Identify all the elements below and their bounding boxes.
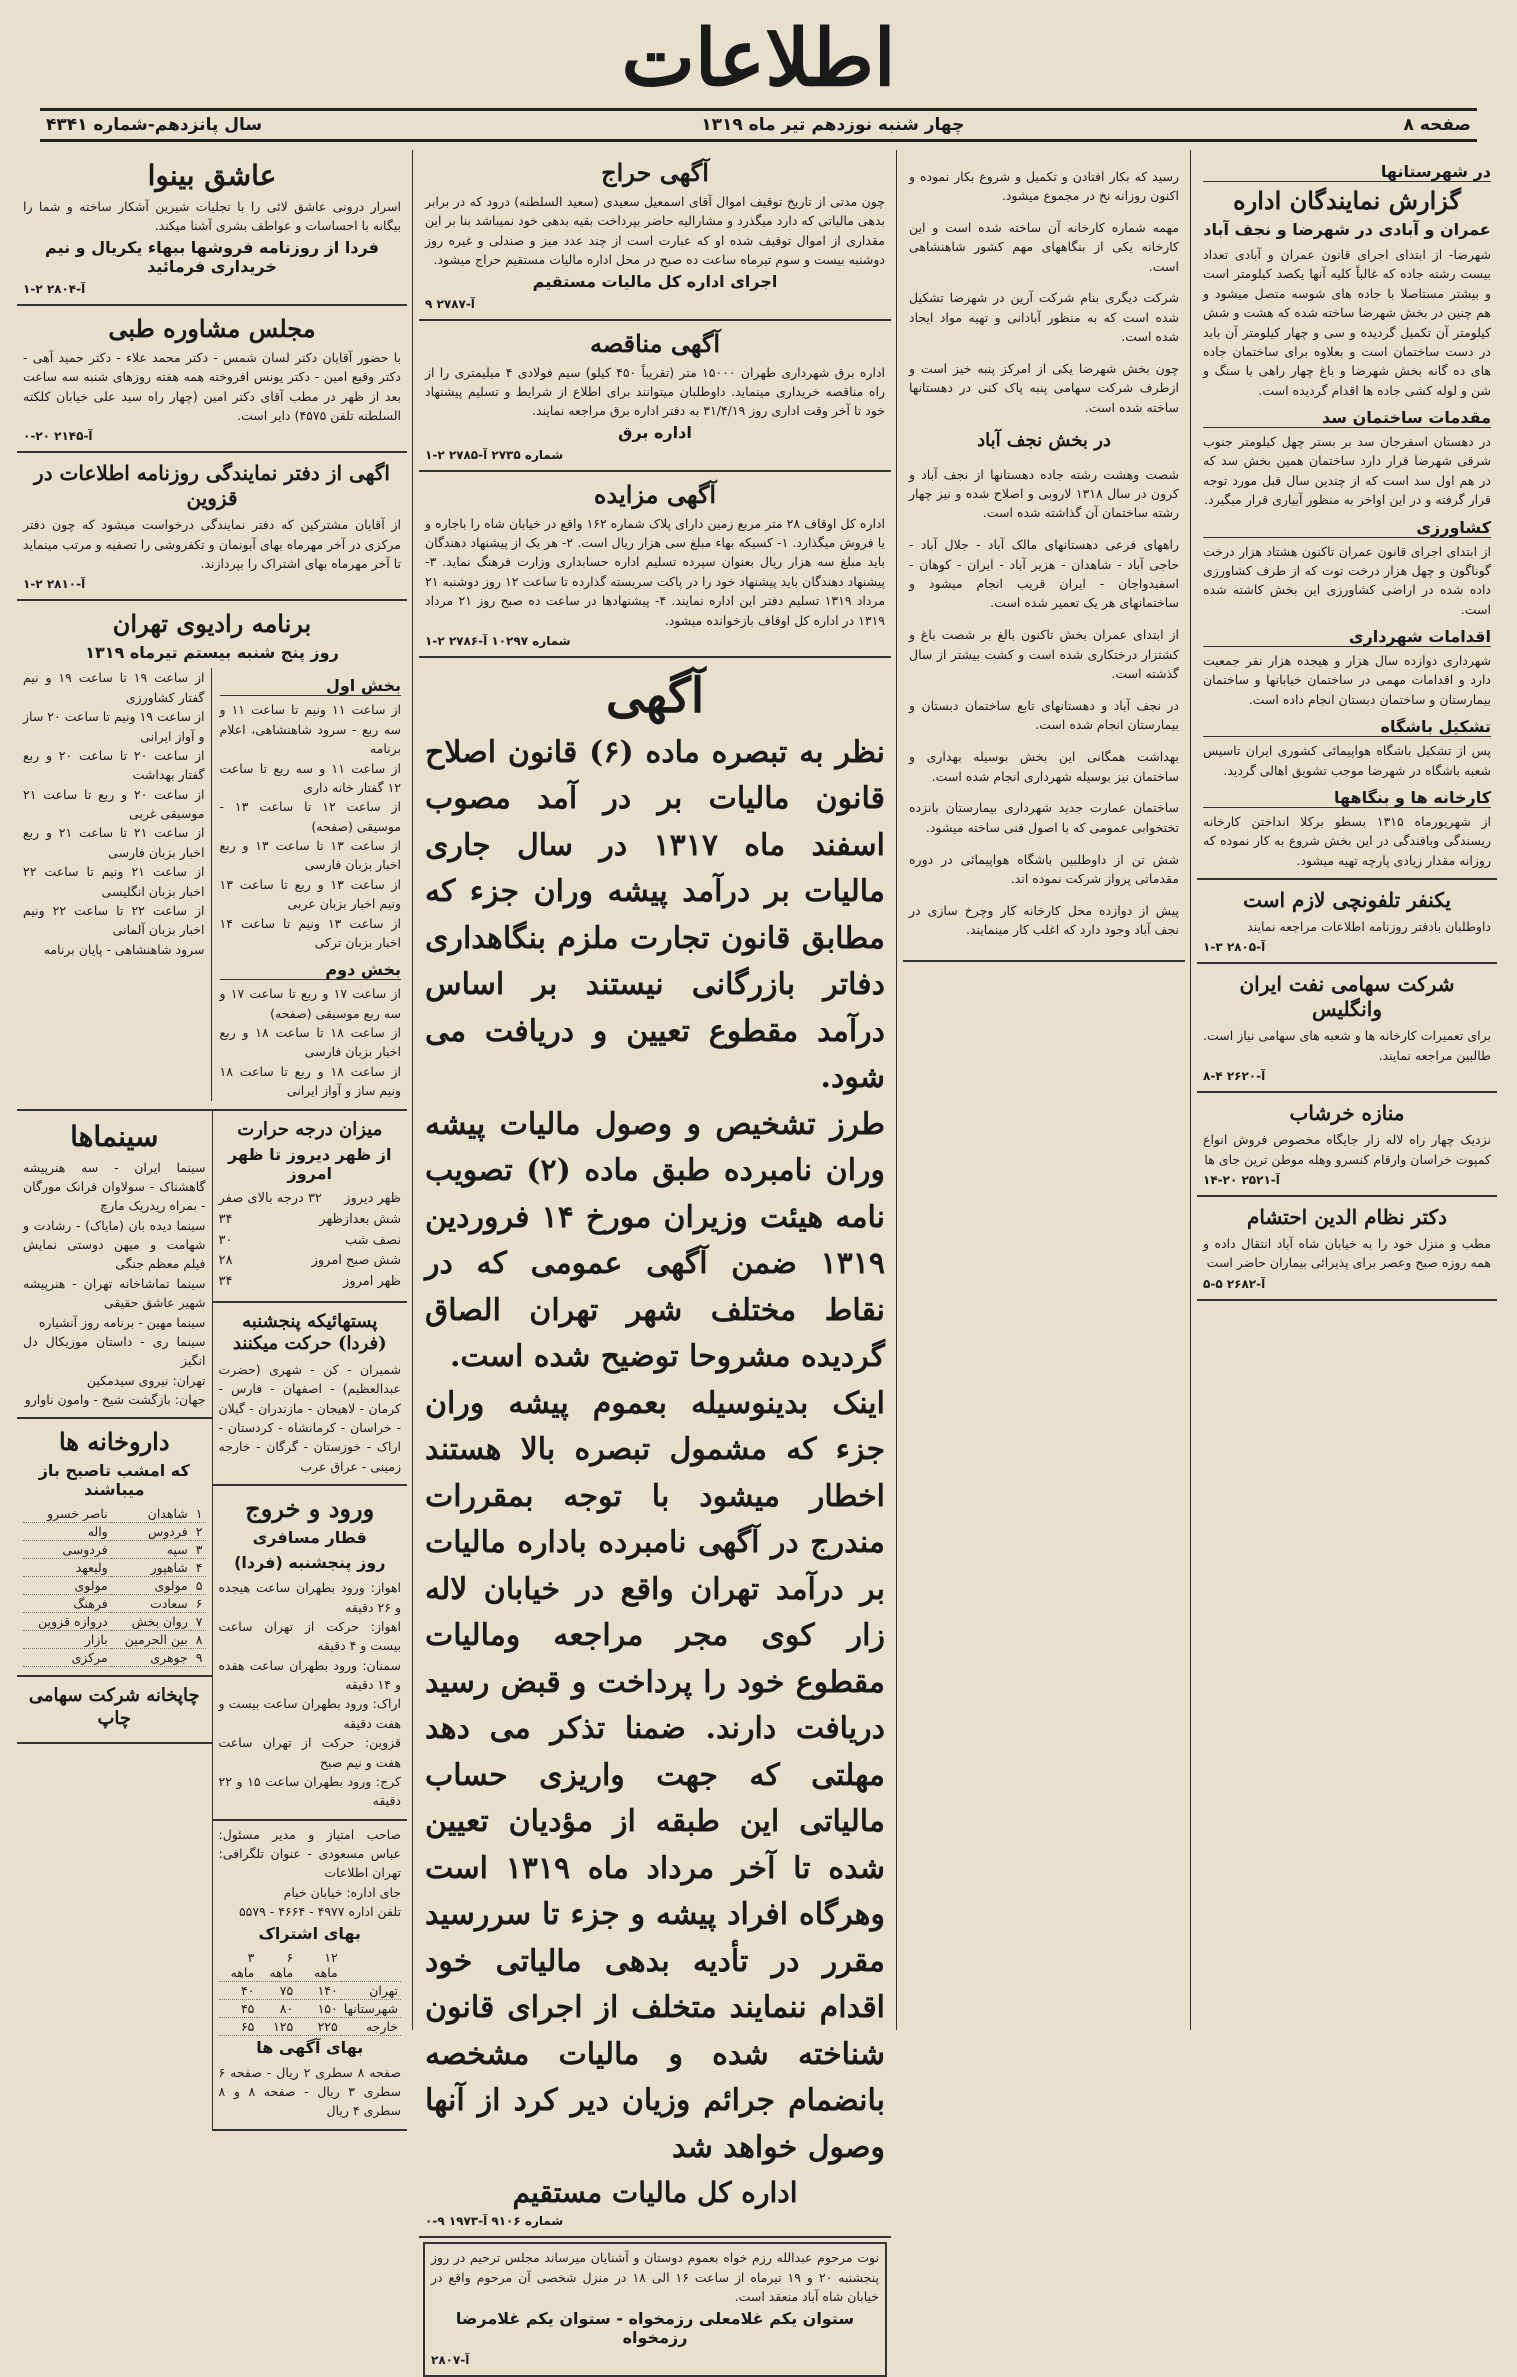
table-row bbox=[23, 1649, 206, 1667]
arrivals-day: روز پنجشنبه (فردا) bbox=[234, 1553, 386, 1573]
ad-title: عاشق بینوا bbox=[147, 159, 277, 192]
table-cell: مولوی bbox=[23, 1577, 111, 1595]
table-cell: مرکزی bbox=[23, 1649, 111, 1667]
cinema-item: سینما تماشاخانه تهران - هنرپیشه شهیر عاشق حقیقی bbox=[23, 1275, 206, 1311]
dateline bbox=[40, 108, 1477, 142]
arrival-item: قزوین: حرکت از تهران ساعت هفت و نیم صبح bbox=[218, 1735, 401, 1770]
paragraph: راههای فرعی دهستانهای مالک آباد - جلال آباد - حاجی آباد - شاهدان - هزیر آباد - ایران - کوهان - اسفیدواجان - ایران قریب انجام میشود و ساختمانهای هر یک تعمیر شده است. bbox=[909, 537, 1179, 611]
weather-box bbox=[213, 1111, 408, 1303]
radio-item: از ساعت ۱۳ و ربع تا ساعت ۱۳ ونیم اخبار بزبان عربی bbox=[219, 876, 401, 912]
weather-time: ظهر امروز bbox=[343, 1274, 401, 1290]
table-row bbox=[219, 2017, 402, 2035]
radio-item: از ساعت ۱۹ تا ساعت ۱۹ و نیم گفتار کشاورزی bbox=[23, 670, 205, 705]
table-row bbox=[23, 1541, 206, 1559]
theatre-item: جهان: بازگشت شیخ - وامون ناوارو bbox=[24, 1392, 206, 1407]
radio-item: از ساعت ۲۱ تا ساعت ۲۱ و ربع اخبار بزبان فارسی bbox=[23, 825, 205, 860]
weather-time: شش صبح امروز bbox=[311, 1253, 401, 1269]
mail-body: شمیران - کن - شهری (حضرت عبدالعظیم) - اصفهان - فارس - کرمان - لاهیجان - مازندران - گیلان - خراسان - کرمانشاه - کردستان - اراک - خوزستان - گرگان - خارجه زمینی - عراق عرب bbox=[218, 1361, 401, 1474]
table-cell bbox=[341, 1949, 401, 1982]
radio-program bbox=[17, 601, 407, 1110]
arrival-item: اهواز: ورود بطهران ساعت هیجده و ۲۶ دقیقه bbox=[218, 1580, 401, 1615]
table-cell: مولوی bbox=[111, 1577, 191, 1595]
paragraph: شرکت دیگری بنام شرکت آرین در شهرضا تشکیل شده است که به منظور آبادانی و تهیه مواد ایجاد شده است. bbox=[909, 290, 1179, 345]
ad-reference: آ-۲۸۱۰ ۲-۱ bbox=[23, 577, 86, 592]
arrival-item: کرج: ورود بطهران ساعت ۱۵ و ۲۲ دقیقه bbox=[218, 1773, 401, 1809]
column-provinces-continued bbox=[903, 150, 1185, 2030]
section-body: شهرداری دوازده سال هزار و هیجده هزار نفر جمعیت دارد و اقدامات مهمی در ساختمان خیابانها و ساختمان بیمارستان و ساختمان دبستان انجام داده است. bbox=[1203, 653, 1491, 707]
table-cell: فردوسی bbox=[23, 1541, 111, 1559]
paragraph: شش تن از داوطلبین باشگاه هواپیمائی در دوره مقدماتی پرواز شرکت نموده اند. bbox=[909, 851, 1179, 886]
ad-title: دکتر نظام الدین احتشام bbox=[1246, 1204, 1448, 1229]
ad-body: نزدیک چهار راه لاله زار جایگاه مخصوص فروش انواع کمپوت خراسان وارقام کنسرو وهله موطن ترين جای ها bbox=[1203, 1132, 1491, 1167]
printer-credit: چاپخانه شرکت سهامی چاپ bbox=[28, 1685, 200, 1729]
cinema-item: سینما ری - داستان موزیکال دل انگیز bbox=[23, 1333, 206, 1369]
ad-telephone-operator bbox=[1197, 880, 1497, 964]
column-notices bbox=[419, 150, 891, 2367]
table-cell: بازار bbox=[23, 1631, 111, 1649]
table-cell: ۴ bbox=[191, 1559, 206, 1577]
weather-time: شش بعدازظهر bbox=[319, 1211, 401, 1227]
radio-part-heading: بخش دوم bbox=[220, 960, 402, 980]
pharmacies-box bbox=[17, 1419, 212, 1677]
radio-item: از ساعت ۱۹ ونیم تا ساعت ۲۰ ساز و آواز ایرانی bbox=[23, 709, 205, 744]
report-subhead: عمران و آبادی در شهرضا و نجف آباد bbox=[1203, 220, 1491, 239]
ad-title: یکنفر تلفونچی لازم است bbox=[1243, 888, 1451, 912]
pharmacies-title: داروخانه ها bbox=[58, 1427, 170, 1457]
radio-item: از ساعت ۱۳ ونیم تا ساعت ۱۴ اخبار بزبان ترکی bbox=[219, 915, 401, 950]
ad-title: شرکت سهامی نفت ایران وانگلیس bbox=[1239, 972, 1455, 1022]
notice-bid bbox=[419, 472, 891, 658]
notice-body: اداره کل اوقاف ۲۸ متر مربع زمین دارای پلاک شماره ۱۶۲ واقع در خیابان شاه را باجاره و یا فروش میگذارد. ۱- کسیکه بهاء مبلغ سی هزار ریال است. ۲- هر یک از پیشنهاد دهندگان باید مبلغ سه هزار ریال بعنوان سپرده تسلیم اداره حسابداری وزارت فرهنگ نماید. ۳- پیشنهاد دهندگان باید پیشنهاد خود را در پاکت سربسته گذارده تا ساعت ۱۲ روز دوشنبه ۲۱ مرداد ۱۳۱۹ تسلیم دفتر این اداره نمایند. ۴- پیشنهادها در ساعت ده صبح روز ۲۱ مرداد ۱۳۱۹ در اداره کل اوقاف بازخوانده میشود. bbox=[425, 515, 886, 628]
weather-value: ۳۴ bbox=[218, 1274, 233, 1290]
notice-paragraph: طرز تشخیص و وصول مالیات پیشه وران نامبرده طبق ماده (۲) تصویب نامه هیئت وزیران مورخ ۱۴ فروردین ۱۳۱۹ ضمن آگهی عمومی که در نقاط مختلف شهر تهران الصاق گردیده مشروحا توضیح شده است. bbox=[425, 1106, 885, 1375]
notice-body: چون مدتی از تاریخ توقیف اموال آقای اسمعیل سعیدی (سعید السلطنه) درود که در برابر بدهی مالیاتی که دارد میگذرد و مشارالیه حاضر بپرداخت بقیه بدهی خود نمیباشد بنا بر این مقداری از اموال توقیف شده او که عبارت است از چند عدد میز و صندلی و غیره روز دوشنبه بیست و سوم تیرماه ساعت ده صبح در محل اداره مالیات مستقیم حراج میشود. bbox=[425, 194, 885, 268]
ad-rates-body: صفحه ۸ سطری ۲ ریال - صفحه ۶ سطری ۳ ریال - صفحه ۸ و ۸ سطری ۴ ریال bbox=[218, 2064, 402, 2119]
paragraph: چون بخش شهرضا یکی از امرکز پنبه خیز است و ازطرف شرکت سهامی پنبه پاک کنی در دهستانها ساخته شده است. bbox=[909, 361, 1179, 415]
ad-title: اگهی از دفتر نمایندگی روزنامه اطلاعات در قزوین bbox=[34, 461, 390, 511]
ad-body: مطب و منزل خود را به خیابان شاه آباد انتقال داده و همه روزه صبح وعصر برای پذیرائی بیماران حاضر است bbox=[1203, 1235, 1491, 1271]
ad-reference: آ-۲۶۲۰ ۴-۸ bbox=[1203, 1069, 1266, 1084]
subscription-title: بهای اشتراک bbox=[258, 1923, 361, 1943]
radio-item: از ساعت ۲۰ تا ساعت ۲۰ و ربع گفتار بهداشت bbox=[23, 747, 205, 783]
paragraph: مهمه شماره کارخانه آن ساخته شده است و این کارخانه یکی از بنگاههای مهم کشور شاهنشاهی است. bbox=[909, 219, 1179, 274]
cinema-item: سینما ایران - سه هنرپیشه گاهشناک - سولاوان فرانک مورگان - بمراه ریدریک مارچ bbox=[23, 1159, 206, 1214]
cinemas-title: سینماها bbox=[70, 1119, 159, 1153]
table-row bbox=[23, 1559, 206, 1577]
table-cell: خارجه bbox=[341, 2017, 401, 2035]
radio-title: برنامه رادیوی تهران bbox=[112, 609, 312, 639]
cinemas-box bbox=[17, 1111, 212, 1420]
paragraph: شصت وهشت رشته جاده دهستانها از نجف آباد و کرون در سال ۱۳۱۸ لاروبی و اصلاح شده و نیز چهار رشته ساختمان آن گذاشته شده است. bbox=[909, 466, 1179, 521]
publisher: صاحب امتیاز و مدیر مسئول: عباس مسعودی - عنوان تلگرافی: تهران اطلاعات bbox=[218, 1826, 401, 1881]
section-body: پس از تشکیل باشگاه هواپیمائی کشوری ایران تاسیس شعبه باشگاه در شهرضا موجب تشویق اهالی گردید. bbox=[1203, 743, 1491, 778]
table-cell: فرهنگ bbox=[23, 1595, 111, 1613]
ad-reference: آ-۲۸۰۴ ۲-۱ bbox=[23, 281, 86, 296]
issue-date: چهار شنبه نوزدهم تیر ماه ۱۳۱۹ bbox=[701, 115, 965, 135]
notice-signature: ستوان یکم غلامعلی رزمخواه - ستوان یکم غلامرضا رزمخواه bbox=[455, 2308, 855, 2347]
notice-reference: آ-۲۸۰۷ bbox=[431, 2352, 470, 2367]
section-heading: مقدمات ساختمان سد bbox=[1203, 408, 1491, 428]
radio-part-heading: بخش اول bbox=[220, 676, 402, 696]
table-cell: ۶ ماهه bbox=[257, 1949, 296, 1982]
table-cell: ۱۵۰ bbox=[296, 1999, 341, 2017]
ad-subline: فردا از روزنامه فروشها ببهاء یکریال و نیم خریداری فرمائید bbox=[45, 237, 379, 276]
notice-tax bbox=[419, 658, 891, 2239]
pharmacies-subtitle: که امشب تاصبح باز میباشند bbox=[38, 1461, 190, 1500]
paragraph: رسید که بکار افتادن و تکمیل و شروع بکار نموده و اکنون روزانه نخ در مجموع میشود. bbox=[909, 168, 1179, 203]
notice-title: آگهی bbox=[605, 667, 705, 724]
notice-paragraph: نظر به تبصره ماده (۶) قانون اصلاح قانون مالیات بر در آمد مصوب اسفند ماه ۱۳۱۷ در سال جاری مالیات بر درآمد پیشه وران جزء که مطابق قانون تجارت ملزم بنگاهداری دفاتر بازرگانی نیستند بر اساس درآمد مقطوع تعیین و دریافت می شود. bbox=[425, 734, 885, 1096]
radio-item: از ساعت ۱۸ و ربع تا ساعت ۱۸ ونیم ساز و آواز ایرانی bbox=[219, 1063, 401, 1099]
table-cell: ۱۲۵ bbox=[257, 2017, 296, 2035]
notice-reference: آ-۲۷۸۷ ۹ bbox=[425, 296, 475, 311]
notice-title: آگهی مزایده bbox=[593, 479, 717, 509]
printer-box bbox=[17, 1677, 212, 1744]
arrivals-title: ورود و خروج bbox=[245, 1494, 375, 1524]
column-listings bbox=[17, 150, 407, 2119]
arrival-item: اهواز: حرکت از تهران ساعت بیست و ۴ دقیقه bbox=[218, 1618, 401, 1654]
section-body: از شهریورماه ۱۳۱۵ بسطو برکلا انداختن کارخانه ریسندگی وبافندگی در این بخش شروع به کار نموده که روزانه مقدار زیادی پارچه تهیه میشود. bbox=[1203, 813, 1491, 868]
ad-doctor bbox=[1197, 1197, 1497, 1301]
issue-number: سال پانزدهم-شماره ۴۳۴۱ bbox=[46, 115, 263, 135]
table-cell: ۹ bbox=[191, 1649, 206, 1667]
ad-medical-council bbox=[17, 306, 407, 454]
notice-memorial bbox=[423, 2242, 887, 2376]
table-cell: ۴۵ bbox=[219, 1999, 258, 2017]
theatre-item: تهران: نیروی سیدمکین bbox=[86, 1372, 206, 1388]
notice-auction bbox=[419, 150, 891, 321]
radio-item: از ساعت ۲۰ و ربع تا ساعت ۲۱ موسیقی غربی bbox=[23, 786, 205, 821]
imprint-box bbox=[213, 1821, 408, 2131]
notice-tender bbox=[419, 321, 891, 472]
notice-body: اداره برق شهرداری طهران ۱۵۰۰۰ متر (تقریباً ۴۵۰ کیلو) سیم فولادی ۴ میلیمتری را از راه مناقصه خریداری مینماید. داوطلبان میتوانند برای اطلاع از شرایط و تسلیم پیشنهاد خود تا آخر وقت اداری روز ۳۱/۴/۱۹ به دفتر اداره برق مراجعه نمایند. bbox=[425, 364, 885, 419]
ad-reference: آ-۲۱۴۵ ۲۰-۰ bbox=[23, 429, 93, 444]
mail-box bbox=[213, 1303, 408, 1486]
notice-signature: اجرای اداره کل مالیات مستقیم bbox=[532, 271, 778, 291]
section-heading: در بخش نجف آباد bbox=[977, 429, 1111, 451]
ad-reference: آ-۲۶۸۲ ۵-۵ bbox=[1203, 1276, 1266, 1291]
paragraph: در نجف آباد و دهستانهای تابع ساختمان دبستان و بیمارستان انجام شده است. bbox=[909, 697, 1179, 733]
mail-title: پستهائیکه پنجشنبه (فردا) حرکت میکنند bbox=[232, 1310, 387, 1355]
paragraph: ساختمان عمارت جدید شهرداری بیمارستان بانزده تختخوابی عمومی که با اصول فنی ساخته میشود. bbox=[909, 800, 1179, 835]
notice-title: آگهی مناقصه bbox=[589, 328, 721, 358]
table-row bbox=[23, 1613, 206, 1631]
table-cell: ۶ bbox=[191, 1595, 206, 1613]
table-cell: فردوس bbox=[111, 1523, 191, 1541]
radio-item: سرود شاهنشاهی - پایان برنامه bbox=[43, 941, 205, 957]
weather-time: نصف شب bbox=[344, 1232, 401, 1248]
ad-title: منازه خرشاب bbox=[1289, 1101, 1405, 1126]
ad-reference: آ-۲۸۰۵ ۳-۱ bbox=[1203, 940, 1266, 955]
ad-body: داوطلبان بادفتر روزنامه اطلاعات مراجعه نمایند bbox=[1247, 919, 1491, 934]
table-cell: ۱ bbox=[191, 1505, 206, 1523]
table-cell: ۸۰ bbox=[257, 1999, 296, 2017]
ad-oil-company bbox=[1197, 964, 1497, 1093]
table-row bbox=[23, 1595, 206, 1613]
table-cell: ۸ bbox=[191, 1631, 206, 1649]
weather-value: ۲۸ bbox=[218, 1253, 233, 1269]
pharmacies-table bbox=[23, 1505, 206, 1667]
table-cell: سعادت bbox=[111, 1595, 191, 1613]
table-cell: ۳ ماهه bbox=[219, 1949, 258, 1982]
arrivals-box bbox=[213, 1486, 408, 1821]
table-cell: ولیعهد bbox=[23, 1559, 111, 1577]
weather-row bbox=[219, 1272, 402, 1293]
subscription-table bbox=[219, 1949, 402, 2036]
radio-item: از ساعت ۱۱ و سه ربع تا ساعت ۱۲ گفتار خانه داری bbox=[219, 760, 401, 795]
weather-value: ۳۰ bbox=[218, 1232, 233, 1248]
table-cell: ۵ bbox=[191, 1577, 206, 1595]
notice-paragraph: اینک بدینوسیله بعموم پیشه وران جزء که مشمول تبصره بالا هستند اخطار میشود با توجه بمقررات مندرج در آگهی نامبرده باداره مالیات بر درآمد تهران واقع در خیابان لاله زار کوی مجر مراجعه ومالیات مقطوع خود را پرداخت و قبض رسید دریافت دارند. ضمنا تذکر می دهد مهلتی که جهت واریزی حساب مالیاتی این طبقه از مؤدیان تعیین شده تا آخر مرداد ماه ۱۳۱۹ است وهرگاه افراد پیشه و جزء تا سررسید مقرر در تأدیه بدهی مالیاتی خود اقدام ننمایند متخلف از اجرای قانون شناخته شده و مالیات مشخصه بانضمام جرائم وزیان دیر کرد از آنها وصول خواهد شد bbox=[425, 1385, 886, 2165]
table-row bbox=[23, 1631, 206, 1649]
section-heading: تشکیل باشگاه bbox=[1203, 717, 1491, 737]
section-body: در دهستان اسفرجان سد بر بستر چهل کیلومتر جنوب شرقی شهرضا قرار دارد ساختمان همین بخش سد که در هم اول سد است که از چندین سال قبل مورد توجه قرار گرفته و در این اواخر به منظور آبیاری قرار میگیرد. bbox=[1203, 434, 1491, 508]
weather-value: ۳۴ bbox=[218, 1211, 233, 1227]
ad-body: با حضور آقایان دکتر لسان شمس - دکتر محمد علاء - دکتر حمید آهی - دکتر وقیع امین - دکتر یونس افروخته همه هفته روزهای شنبه سه ساعت بعد از ظهر در مطب آقای دکتر امین (چهار راه سید علی خیابان کلکته السلطنه تلفن ۴۵۷۵) دایر است. bbox=[23, 349, 401, 423]
table-cell: ۷۵ bbox=[257, 1981, 296, 1999]
table-row bbox=[23, 1523, 206, 1541]
notice-reference: شماره ۱۰۲۹۷ آ-۲۷۸۶ ۲-۱ bbox=[425, 633, 571, 648]
weather-row bbox=[219, 1231, 402, 1252]
table-cell: جوهری bbox=[111, 1649, 191, 1667]
weather-title: میزان درجه حرارت bbox=[237, 1118, 383, 1140]
ad-body: برای تعمیرات کارخانه ها و شعبه های سهامی نیاز است. طالبین مراجعه نمایند. bbox=[1203, 1028, 1491, 1063]
notice-signature: اداره کل مالیات مستقیم bbox=[512, 2176, 798, 2210]
notice-reference: شماره ۹۱۰۶ آ-۱۹۷۳ ۹-۰ bbox=[425, 2214, 564, 2229]
table-row bbox=[219, 1999, 402, 2017]
radio-item: از ساعت ۱۱ ونیم تا ساعت ۱۱ و سه ربع - سرود شاهنشاهی، اعلام برنامه bbox=[219, 702, 401, 757]
phone: تلفن اداره ۴۹۷۷ - ۴۶۶۴ - ۵۵۷۹ bbox=[238, 1904, 401, 1920]
table-row bbox=[23, 1505, 206, 1523]
radio-item: از ساعت ۱۷ و ربع تا ساعت ۱۷ و سه ربع موسیقی (صفحه) bbox=[219, 986, 401, 1021]
radio-item: از ساعت ۱۳ تا ساعت ۱۳ و ربع اخبار بزبان فارسی bbox=[219, 838, 401, 873]
column-rule bbox=[1190, 150, 1191, 2030]
report-headline: گزارش نمایندگان اداره bbox=[1233, 186, 1461, 215]
kicker: در شهرستانها bbox=[1203, 162, 1491, 182]
address: جای اداره: خیابان خیام bbox=[283, 1884, 401, 1900]
arrival-item: سمنان: ورود بطهران ساعت هفده و ۱۴ دقیقه bbox=[218, 1657, 401, 1693]
arrival-item: اراک: ورود بطهران ساعت بیست و هفت دقیقه bbox=[218, 1696, 401, 1731]
notice-signature: اداره برق bbox=[618, 422, 692, 442]
table-row bbox=[219, 1949, 402, 1982]
paragraph: پیش از دوازده محل کارخانه کار وچرخ سازی در نجف آباد وجود دارد که اغلب کار مینمایند. bbox=[909, 902, 1179, 938]
arrivals-subtitle: قطار مسافری bbox=[252, 1528, 367, 1548]
table-cell: ۲ bbox=[191, 1523, 206, 1541]
weather-row bbox=[219, 1251, 402, 1272]
ad-title: مجلس مشاوره طبی bbox=[108, 313, 316, 343]
cinema-item: سینما مهین - برنامه روز آنشیاره bbox=[38, 1314, 206, 1330]
ad-book bbox=[17, 150, 407, 306]
ad-kharshab-store bbox=[1197, 1093, 1497, 1197]
radio-item: از ساعت ۱۸ تا ساعت ۱۸ و ربع اخبار بزبان فارسی bbox=[219, 1025, 401, 1060]
column-rule bbox=[896, 150, 897, 2030]
section-heading: کارخانه ها و بنگاهها bbox=[1203, 788, 1491, 808]
paragraph: از ابتدای عمران بخش تاکنون بالغ بر شصت باغ و کشتزار درختکاری شده است و کشت بیشتر از سال گذشته است. bbox=[909, 627, 1179, 681]
table-cell: ۶۵ bbox=[219, 2017, 258, 2035]
weather-row bbox=[219, 1210, 402, 1231]
notice-reference: شماره ۲۷۳۵ آ-۲۷۸۵ ۲-۱ bbox=[425, 447, 564, 462]
table-cell: شهرستانها bbox=[341, 1999, 401, 2017]
ad-body: از آقایان مشترکین که دفتر نمایندگی درخواست میشود که چون دفتر مرکزی در آخر مهرماه بهای آبونمان و تکفروشی را تصفیه و مرتب مینماید تا آخر مهرماه بهای اشتراک را بپردازند. bbox=[23, 517, 401, 571]
notice-body: نوت مرحوم عبدالله رزم خواه بعموم دوستان و آشنایان میرساند مجلس ترحیم در روز پنجشنبه ۲۰ و ۱۹ تیرماه از ساعت ۱۶ الی ۱۸ در منزل شخصی آن مرحوم واقع در خیابان شاه آباد منعقد است. bbox=[431, 2250, 879, 2305]
section-heading: اقدامات شهرداری bbox=[1203, 627, 1491, 647]
table-cell: ۲۲۵ bbox=[296, 2017, 341, 2035]
notice-title: آگهی حراج bbox=[601, 158, 709, 187]
table-cell: ۷ bbox=[191, 1613, 206, 1631]
table-row bbox=[23, 1577, 206, 1595]
ad-reference: آ-۲۵۲۱ ۲۰-۱۴ bbox=[1203, 1172, 1280, 1187]
paragraph: بهداشت همگانی این بخش بوسیله بهداری و ساختمان نیز بوسیله شهرداری انجام شده است. bbox=[909, 749, 1179, 784]
table-cell: ناصر خسرو bbox=[23, 1505, 111, 1523]
table-cell: ۱۲ ماهه bbox=[296, 1949, 341, 1982]
weather-time: ظهر دیروز bbox=[344, 1191, 401, 1206]
section-heading: کشاورزی bbox=[1203, 518, 1491, 538]
weather-value: ۳۲ درجه بالای صفر bbox=[218, 1191, 322, 1206]
table-cell: ۱۴۰ bbox=[296, 1981, 341, 1999]
column-provinces bbox=[1197, 150, 1497, 2030]
column-rule bbox=[412, 150, 413, 2030]
table-row bbox=[219, 1981, 402, 1999]
ad-body: اسرار درونی عاشق لائی را با تجلیات شیرین آشکار ساخته و شما را بیگانه با احساسات و عواطف بشری آشنا میکند. bbox=[23, 199, 401, 234]
weather-row bbox=[219, 1189, 402, 1210]
table-cell: تهران bbox=[341, 1981, 401, 1999]
table-cell: ۴۰ bbox=[219, 1981, 258, 1999]
radio-item: از ساعت ۱۲ تا ساعت ۱۳ - موسیقی (صفحه) bbox=[219, 799, 401, 834]
table-cell: روان بخش bbox=[111, 1613, 191, 1631]
table-cell: سپه bbox=[111, 1541, 191, 1559]
section-body: از ابتدای اجرای قانون عمران تاکنون هشتاد هزار درخت گوناگون و چهل هزار درخت توت که از طرف کشاورزی داده شده در اراضی کشاورزی این بخش کاشته شده است. bbox=[1203, 543, 1491, 617]
masthead-title: اطلاعات bbox=[621, 13, 896, 104]
ad-rates-title: بهای آگهی ها bbox=[256, 2037, 364, 2057]
table-cell: ۳ bbox=[191, 1541, 206, 1559]
ad-qazvin-office bbox=[17, 453, 407, 601]
page-number: صفحه ۸ bbox=[1403, 115, 1471, 135]
cinema-item: سینما دیده بان (مایاک) - رشادت و شهامت و میهن دوستی نمایش فیلم معظم جنگی bbox=[23, 1217, 206, 1272]
radio-item: از ساعت ۲۲ تا ساعت ۲۲ ونیم اخبار بزبان آلمانی bbox=[23, 902, 205, 938]
report-body: شهرضا- از ابتدای اجرای قانون عمران و آبادی تعداد بیست رشته جاده که غالباً کلیه آنها یکصد کیلومتر است و بیشتر مستاصلا با جاده های شوسه متصل میشود و هم چنین در بخش شهرضا ساخته شده که هشت و شش کیلومتر آن تکمیل گردیده و سی و چهار کیلومتر آن باید در دست ساختمان است و بعلاوه برای ساختمان جاده های ده گانه بخش شهرضا و باغ چهار راهی با سنگ و شن و لوله کشی جاده ها اقدام گردیده است. bbox=[1203, 247, 1491, 398]
table-cell: بین الحرمین bbox=[111, 1631, 191, 1649]
table-cell: واله bbox=[23, 1523, 111, 1541]
table-cell: شاهدان bbox=[111, 1505, 191, 1523]
table-cell: شاهپور bbox=[111, 1559, 191, 1577]
weather-subtitle: از ظهر دیروز تا ظهر امروز bbox=[228, 1145, 392, 1183]
radio-item: از ساعت ۲۱ ونیم تا ساعت ۲۲ اخبار بزبان انگلیسی bbox=[23, 864, 205, 899]
radio-date: روز پنج شنبه بیستم تیرماه ۱۳۱۹ bbox=[85, 643, 339, 663]
table-cell: دروازه قزوین bbox=[23, 1613, 111, 1631]
